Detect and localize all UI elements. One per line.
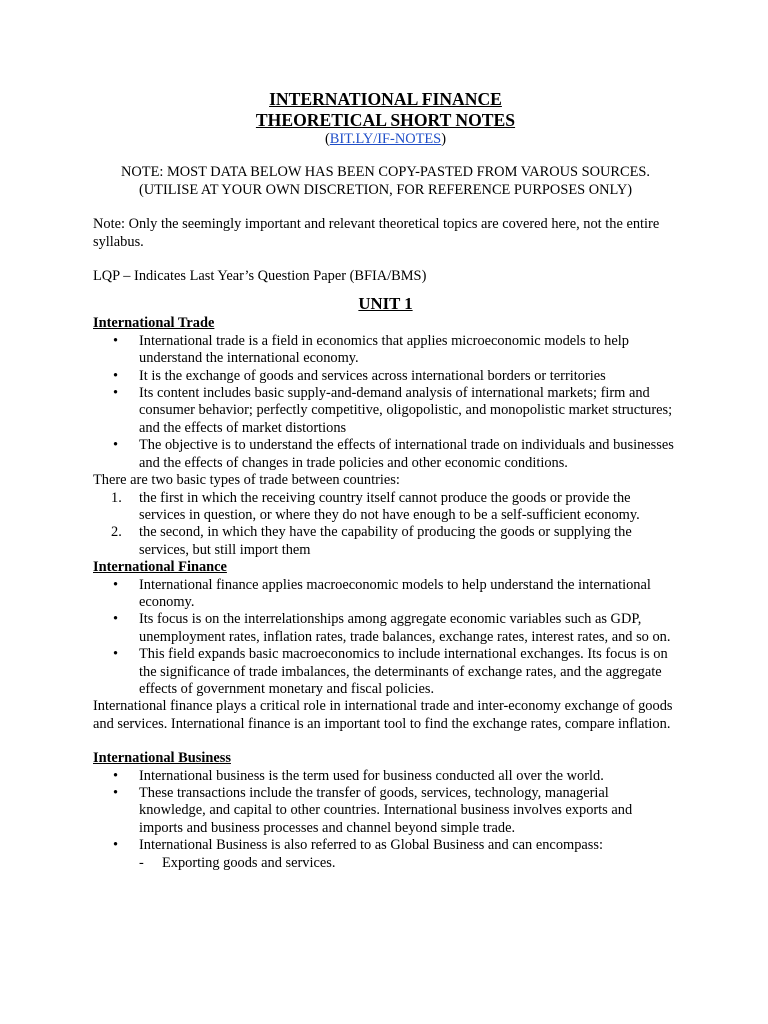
trade-bullet-list bbox=[93, 333, 678, 472]
trade-types-list bbox=[93, 490, 678, 560]
list-item bbox=[93, 385, 678, 437]
list-item-text: These transactions include the transfer of goods, services, technology, managerial knowledge, and capital to other countries. International business involves exports and imports and business processes and channel beyond simple trade. bbox=[139, 785, 633, 836]
list-item-text: the second, in which they have the capability of producing the goods or supplying the services, but still import them bbox=[139, 524, 632, 558]
list-item bbox=[93, 333, 678, 368]
list-item-text: Exporting goods and services. bbox=[162, 854, 336, 871]
list-item-text: International trade is a field in economics that applies microeconomic models to help understand the international economy. bbox=[139, 332, 629, 367]
section-heading-finance: International Finance bbox=[93, 559, 227, 576]
list-item-text: International Business is also referred to as Global Business and can encompass: bbox=[139, 837, 603, 854]
list-item bbox=[93, 785, 678, 837]
bullet-marker: • bbox=[113, 332, 119, 349]
list-item-text: This field expands basic macroeconomics to include international exchanges. Its focus is on the significance of trade imbalances, the determinants of exchange rates, and the aggregate effects of government monetary and fiscal policies. bbox=[139, 646, 668, 697]
list-item bbox=[93, 837, 678, 854]
source-link-line bbox=[93, 131, 678, 148]
list-number: 2. bbox=[111, 524, 122, 541]
link-close-paren: ) bbox=[441, 131, 446, 147]
link-open-paren: ( bbox=[324, 131, 330, 147]
disclaimer bbox=[93, 164, 678, 199]
business-sub-list bbox=[93, 855, 678, 872]
list-item bbox=[93, 855, 678, 872]
list-item bbox=[93, 646, 678, 698]
list-item bbox=[93, 577, 678, 612]
disclaimer-line1: NOTE: MOST DATA BELOW HAS BEEN COPY-PASTED FROM VAROUS SOURCES. bbox=[121, 164, 650, 181]
list-item bbox=[93, 768, 678, 785]
list-item-text: the first in which the receiving country itself cannot produce the goods or provide the services in question, or where they do not have enough to be a self-sufficient economy. bbox=[139, 489, 640, 523]
list-item-text: International finance applies macroeconomic models to help understand the international economy. bbox=[139, 576, 651, 610]
bullet-marker: • bbox=[113, 785, 119, 801]
finance-bullet-list bbox=[93, 577, 678, 699]
section-heading-business: International Business bbox=[93, 750, 231, 767]
syllabus-note: Note: Only the seemingly important and relevant theoretical topics are covered here, not the entire syllabus. bbox=[93, 216, 660, 250]
list-item bbox=[93, 524, 678, 559]
list-item-text: It is the exchange of goods and services across international borders or territories bbox=[139, 367, 606, 384]
bullet-marker: • bbox=[113, 437, 119, 454]
list-item-text: Its focus is on the interrelationships among aggregate economic variables such as GDP, unemployment rates, inflation rates, trade balances, exchange rates, interest rates, and so on. bbox=[139, 611, 671, 645]
bullet-marker: • bbox=[113, 385, 119, 402]
bullet-marker: • bbox=[113, 837, 119, 854]
disclaimer-line2: (UTILISE AT YOUR OWN DISCRETION, FOR REFERENCE PURPOSES ONLY) bbox=[138, 181, 633, 198]
business-bullet-list bbox=[93, 768, 678, 855]
list-number: 1. bbox=[111, 489, 122, 506]
bullet-marker: • bbox=[113, 611, 119, 628]
finance-summary: International finance plays a critical role in international trade and inter-economy exchange of goods and services. International finance is an important tool to find the exchange rates, compare inflation. bbox=[93, 698, 673, 732]
trade-types-intro: There are two basic types of trade between countries: bbox=[93, 472, 400, 489]
list-item bbox=[93, 368, 678, 385]
unit-heading: UNIT 1 bbox=[358, 294, 413, 314]
dash-marker: - bbox=[139, 854, 144, 871]
list-item bbox=[93, 437, 678, 472]
bullet-marker: • bbox=[113, 646, 119, 663]
document-title-line2: THEORETICAL SHORT NOTES bbox=[255, 110, 516, 130]
document-body bbox=[93, 89, 678, 872]
bullet-marker: • bbox=[113, 367, 119, 384]
lqp-note: LQP – Indicates Last Year’s Question Paper (BFIA/BMS) bbox=[93, 268, 427, 285]
list-item bbox=[93, 611, 678, 646]
list-item-text: Its content includes basic supply-and-demand analysis of international markets; firm and consumer behavior; perfectly competitive, oligopolistic, and monopolistic market structures; and the effects of market distortions bbox=[139, 385, 673, 436]
list-item bbox=[93, 490, 678, 525]
notes-link[interactable]: BIT.LY/IF-NOTES bbox=[329, 131, 442, 147]
bullet-marker: • bbox=[113, 767, 119, 784]
list-item-text: International business is the term used for business conducted all over the world. bbox=[139, 767, 604, 784]
list-item-text: The objective is to understand the effects of international trade on individuals and businesses and the effects of changes in trade policies and other economic conditions. bbox=[139, 437, 674, 471]
document-title-line1: INTERNATIONAL FINANCE bbox=[269, 89, 502, 109]
section-heading-trade: International Trade bbox=[93, 315, 215, 332]
bullet-marker: • bbox=[113, 576, 119, 593]
